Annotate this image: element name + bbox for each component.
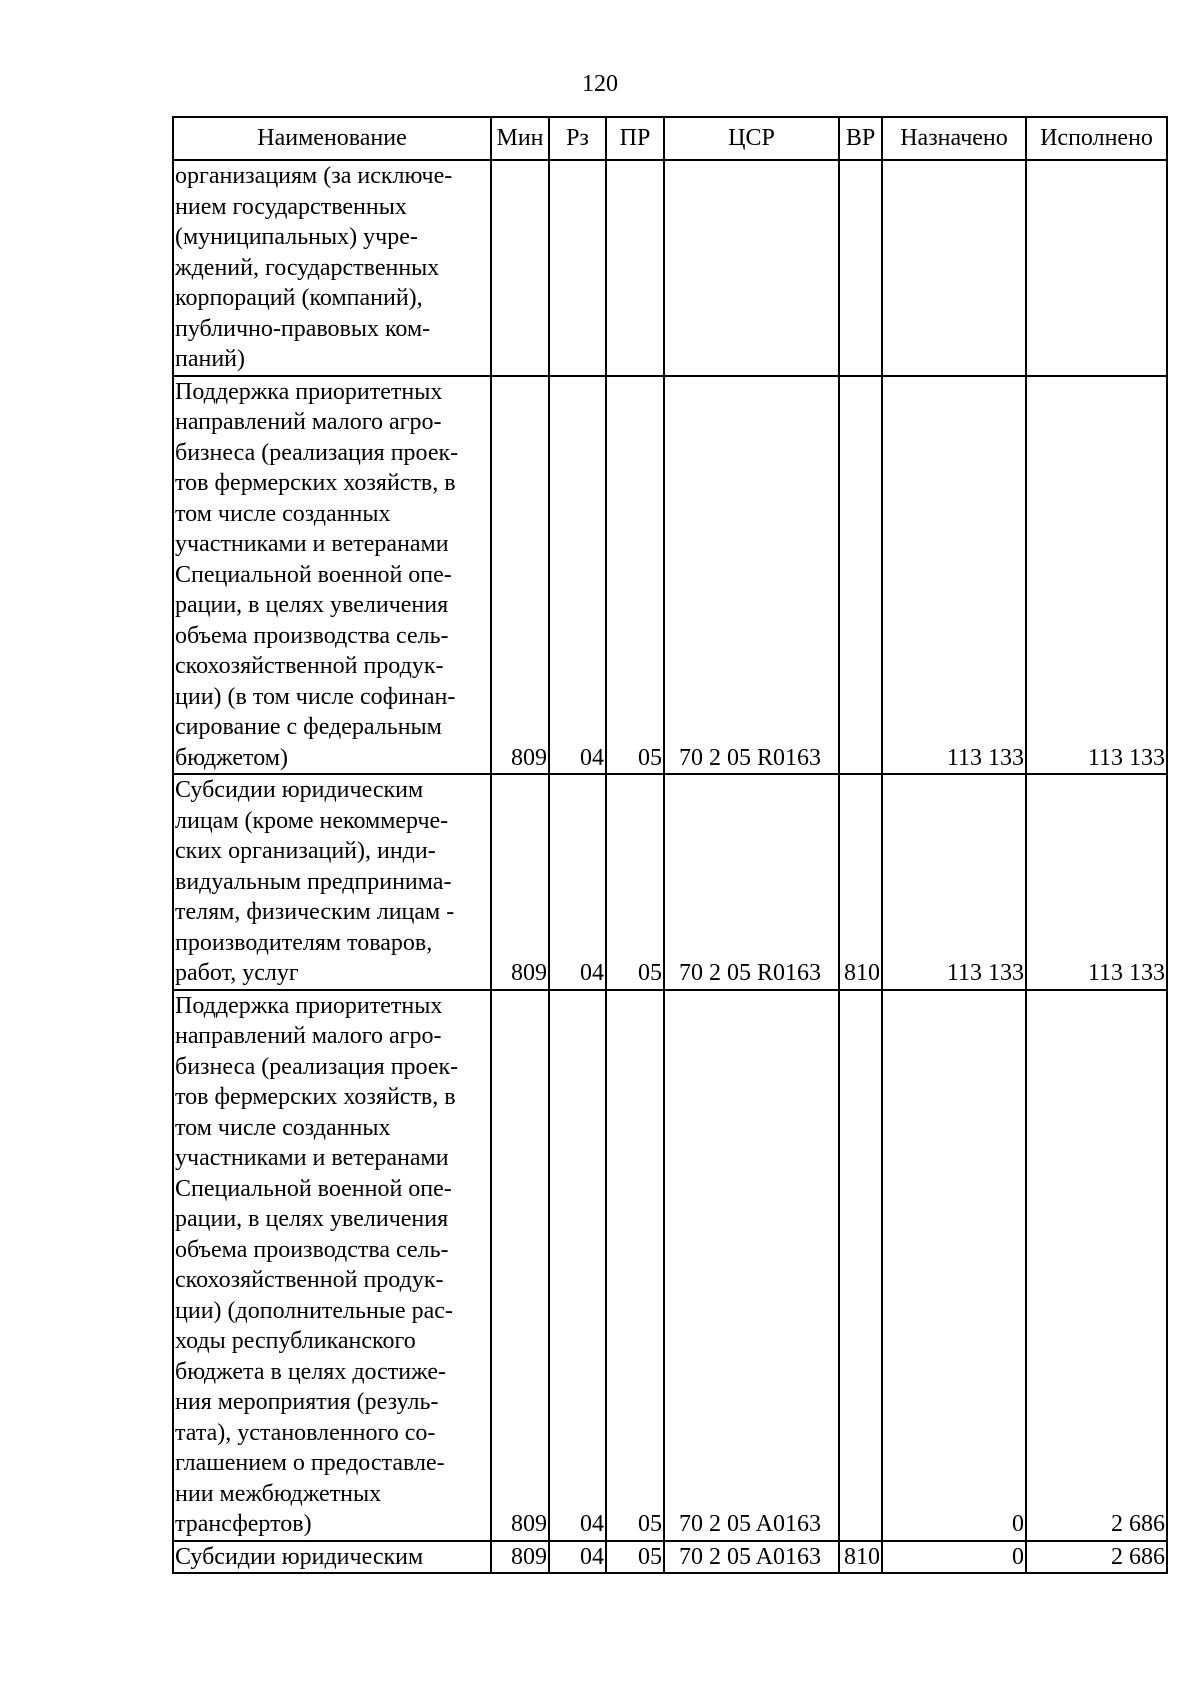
name-line: направлений малого агро- bbox=[175, 409, 442, 435]
cell-csr: 70 2 05 R0163 bbox=[664, 774, 839, 990]
cell-executed: 2 686 bbox=[1026, 990, 1167, 1541]
name-line: бизнеса (реализация проек- bbox=[175, 1053, 459, 1080]
cell-assigned: 113 133 bbox=[882, 774, 1026, 990]
header-rz: Рз bbox=[549, 117, 606, 160]
name-line: трансфертов) bbox=[175, 1511, 312, 1537]
cell-rz: 04 bbox=[549, 376, 606, 775]
cell-rz: 04 bbox=[549, 990, 606, 1541]
cell-rz bbox=[549, 160, 606, 376]
cell-min bbox=[491, 160, 549, 376]
name-line: участниками и ветеранами bbox=[175, 531, 449, 557]
name-line: нии межбюджетных bbox=[175, 1480, 382, 1507]
name-line: глашением о предоставле- bbox=[175, 1450, 445, 1476]
name-line: ходы республиканского bbox=[175, 1328, 416, 1354]
cell-csr: 70 2 05 A0163 bbox=[664, 1541, 839, 1574]
name-line: нием государственных bbox=[175, 193, 407, 220]
name-line: Специальной военной опе- bbox=[175, 561, 452, 588]
name-line: том числе созданных bbox=[175, 500, 391, 527]
name-line: ции) (в том числе софинан- bbox=[175, 683, 456, 710]
name-line: видуальным предпринима- bbox=[175, 868, 452, 895]
cell-pr: 05 bbox=[606, 990, 664, 1541]
cell-name bbox=[173, 160, 491, 376]
cell-vr: 810 bbox=[839, 774, 882, 990]
header-assigned: Назначено bbox=[882, 117, 1026, 160]
name-line: (муниципальных) учре- bbox=[175, 224, 418, 250]
name-line: Субсидии юридическим bbox=[175, 777, 424, 803]
table-body bbox=[173, 160, 1167, 1573]
cell-assigned: 0 bbox=[882, 990, 1026, 1541]
name-line: скохозяйственной продук- bbox=[175, 1267, 444, 1293]
cell-pr bbox=[606, 160, 664, 376]
cell-name bbox=[173, 376, 491, 775]
cell-vr bbox=[839, 160, 882, 376]
name-line: бюджетом) bbox=[175, 744, 288, 771]
name-line: объема производства сель- bbox=[175, 622, 449, 649]
name-line: том числе созданных bbox=[175, 1114, 391, 1141]
cell-executed bbox=[1026, 160, 1167, 376]
cell-csr: 70 2 05 A0163 bbox=[664, 990, 839, 1541]
cell-name bbox=[173, 990, 491, 1541]
name-line: паний) bbox=[175, 346, 246, 372]
name-line: лицам (кроме некоммерче- bbox=[175, 807, 449, 834]
name-line: ских организаций), инди- bbox=[175, 838, 436, 864]
cell-executed: 113 133 bbox=[1026, 774, 1167, 990]
cell-name bbox=[173, 1541, 491, 1574]
table-row bbox=[173, 1541, 1167, 1574]
name-line: Субсидии юридическим bbox=[175, 1543, 424, 1570]
cell-csr: 70 2 05 R0163 bbox=[664, 376, 839, 775]
name-line: корпораций (компаний), bbox=[175, 285, 423, 311]
header-pr: ПР bbox=[606, 117, 664, 160]
name-line: Поддержка приоритетных bbox=[175, 378, 443, 405]
table-header-row bbox=[173, 117, 1167, 160]
name-line: публично-правовых ком- bbox=[175, 315, 431, 342]
table-row bbox=[173, 376, 1167, 775]
cell-rz: 04 bbox=[549, 1541, 606, 1574]
cell-vr bbox=[839, 990, 882, 1541]
cell-vr: 810 bbox=[839, 1541, 882, 1574]
name-line: сирование с федеральным bbox=[175, 714, 442, 740]
name-line: бизнеса (реализация проек- bbox=[175, 439, 459, 466]
header-min: Мин bbox=[491, 117, 549, 160]
cell-assigned: 113 133 bbox=[882, 376, 1026, 775]
table-row bbox=[173, 774, 1167, 990]
name-line: скохозяйственной продук- bbox=[175, 653, 444, 679]
cell-assigned: 0 bbox=[882, 1541, 1026, 1574]
name-line: бюджета в целях достиже- bbox=[175, 1358, 447, 1385]
name-line: организациям (за исключе- bbox=[175, 163, 453, 189]
cell-min: 809 bbox=[491, 774, 549, 990]
name-line: ния мероприятия (резуль- bbox=[175, 1389, 439, 1415]
budget-table bbox=[172, 116, 1168, 1574]
cell-assigned bbox=[882, 160, 1026, 376]
table-row bbox=[173, 990, 1167, 1541]
cell-pr: 05 bbox=[606, 774, 664, 990]
cell-executed: 2 686 bbox=[1026, 1541, 1167, 1574]
name-line: тата), установленного со- bbox=[175, 1419, 436, 1446]
name-line: рации, в целях увеличения bbox=[175, 592, 449, 618]
cell-executed: 113 133 bbox=[1026, 376, 1167, 775]
name-line: Специальной военной опе- bbox=[175, 1175, 452, 1202]
name-line: производителям товаров, bbox=[175, 929, 433, 956]
cell-pr: 05 bbox=[606, 1541, 664, 1574]
name-line: рации, в целях увеличения bbox=[175, 1206, 449, 1232]
name-line: работ, услуг bbox=[175, 960, 299, 986]
cell-rz: 04 bbox=[549, 774, 606, 990]
cell-name bbox=[173, 774, 491, 990]
cell-csr bbox=[664, 160, 839, 376]
name-line: тов фермерских хозяйств, в bbox=[175, 1084, 456, 1110]
table-row bbox=[173, 160, 1167, 376]
cell-vr bbox=[839, 376, 882, 775]
cell-min: 809 bbox=[491, 990, 549, 1541]
cell-pr: 05 bbox=[606, 376, 664, 775]
name-line: объема производства сель- bbox=[175, 1236, 449, 1263]
header-executed: Исполнено bbox=[1026, 117, 1167, 160]
name-line: тов фермерских хозяйств, в bbox=[175, 470, 456, 496]
cell-min: 809 bbox=[491, 1541, 549, 1574]
name-line: телям, физическим лицам - bbox=[175, 899, 455, 925]
name-line: Поддержка приоритетных bbox=[175, 992, 443, 1019]
name-line: участниками и ветеранами bbox=[175, 1145, 449, 1171]
header-csr: ЦСР bbox=[664, 117, 839, 160]
name-line: ции) (дополнительные рас- bbox=[175, 1297, 453, 1324]
name-line: ждений, государственных bbox=[175, 254, 440, 281]
header-name: Наименование bbox=[173, 117, 491, 160]
header-vr: ВР bbox=[839, 117, 882, 160]
page-number: 120 bbox=[582, 71, 618, 97]
name-line: направлений малого агро- bbox=[175, 1023, 442, 1049]
cell-min: 809 bbox=[491, 376, 549, 775]
